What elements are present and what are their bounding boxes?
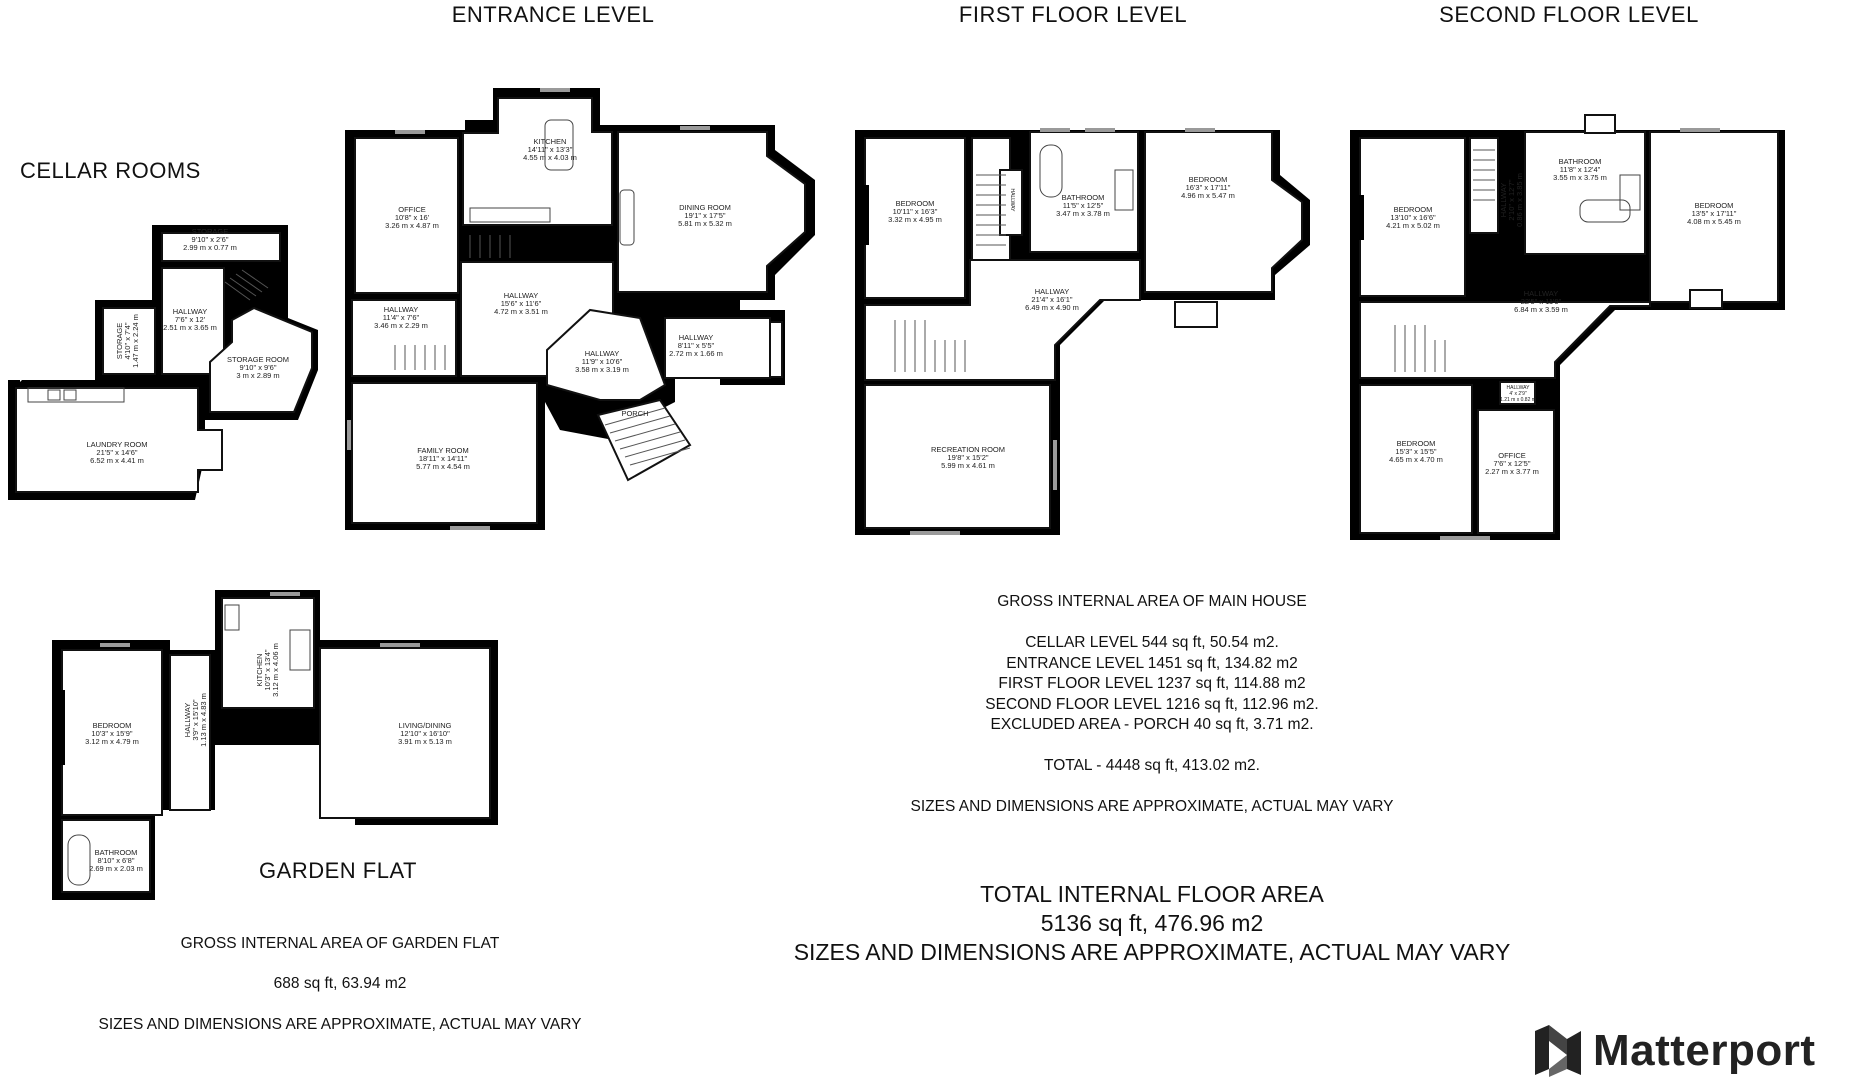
room-label: HALLWAY	[1009, 188, 1015, 212]
main-house-line: FIRST FLOOR LEVEL 1237 sq ft, 114.88 m2	[998, 675, 1306, 692]
room-label: FAMILY ROOM 18'11" x 14'11" 5.77 m x 4.54 m	[416, 446, 470, 471]
garden-flat-area: 688 sq ft, 63.94 m2	[273, 975, 407, 992]
main-house-line: CELLAR LEVEL 544 sq ft, 50.54 m2.	[1025, 634, 1279, 651]
room-label: STORAGE 9'10" x 2'6" 2.99 m x 0.77 m	[183, 227, 237, 252]
garden-flat-heading: GROSS INTERNAL AREA OF GARDEN FLAT	[180, 935, 500, 952]
main-house-line: ENTRANCE LEVEL 1451 sq ft, 134.82 m2	[1006, 655, 1298, 672]
brand-logo	[1533, 1025, 1816, 1077]
matterport-logo-icon	[1533, 1025, 1583, 1077]
room-label: BATHROOM 11'5" x 12'5" 3.47 m x 3.78 m	[1056, 193, 1110, 218]
room-label: HALLWAY 21'4" x 16'1" 6.49 m x 4.90 m	[1025, 287, 1079, 312]
room-label: HALLWAY2'10" x 12'7"0.86 m x 3.85 m	[1499, 173, 1524, 227]
room-label: LAUNDRY ROOM 21'5" x 14'6" 6.52 m x 4.41 m	[86, 440, 148, 465]
room-label: DINING ROOM 19'1" x 17'5" 5.81 m x 5.32 m	[678, 203, 732, 228]
room-label: HALLWAY3'9" x 15'10"1.13 m x 4.83 m	[183, 693, 208, 747]
room-label: HALLWAY 11'9" x 10'6" 3.58 m x 3.19 m	[575, 349, 629, 374]
brand-name: Matterport	[1593, 1026, 1816, 1075]
room-label: HALLWAY 4' x 2'9" 1.21 m x 0.82 m	[1500, 385, 1536, 403]
room-label: RECREATION ROOM 19'8" x 15'2" 5.99 m x 4.61 m	[930, 445, 1006, 470]
main-house-line: SECOND FLOOR LEVEL 1216 sq ft, 112.96 m2.	[985, 696, 1319, 713]
room-label: BEDROOM 13'10" x 16'6" 4.21 m x 5.02 m	[1386, 205, 1440, 230]
main-house-note: SIZES AND DIMENSIONS ARE APPROXIMATE, ACTUAL MAY VARY	[910, 798, 1394, 815]
room-label: OFFICE 10'8" x 16' 3.26 m x 4.87 m	[385, 205, 439, 230]
first-floor-plan	[855, 130, 1310, 535]
room-label: LIVING/DINING 12'10" x 16'10" 3.91 m x 5.13 m	[398, 721, 452, 746]
garden-flat-note: SIZES AND DIMENSIONS ARE APPROXIMATE, ACTUAL MAY VARY	[98, 1016, 582, 1033]
room-label: KITCHEN10'3" x 13'4"3.12 m x 4.06 m	[255, 643, 280, 697]
room-label: STORAGE4'10" x 7'4"1.47 m x 2.24 m	[115, 314, 140, 368]
room-label: BATHROOM 8'10" x 6'8" 2.69 m x 2.03 m	[89, 848, 143, 873]
room-label: BEDROOM 15'3" x 15'5" 4.65 m x 4.70 m	[1389, 439, 1443, 464]
section-title-garden-flat: GARDEN FLAT	[259, 858, 417, 883]
room-label: STORAGE ROOM 9'10" x 9'6" 3 m x 2.89 m	[227, 355, 289, 380]
section-title-entrance: ENTRANCE LEVEL	[451, 2, 655, 27]
room-label: BEDROOM 10'11" x 16'3" 3.32 m x 4.95 m	[888, 199, 942, 224]
room-label: HALLWAY 7'6" x 12' 2.51 m x 3.65 m	[163, 307, 217, 332]
room-label: HALLWAY 15'6" x 11'6" 4.72 m x 3.51 m	[494, 291, 548, 316]
main-house-total: TOTAL - 4448 sq ft, 413.02 m2.	[1044, 757, 1260, 774]
room-label: KITCHEN 14'11" x 13'3" 4.55 m x 4.03 m	[523, 137, 577, 162]
total-floor-area-title: TOTAL INTERNAL FLOOR AREA	[980, 881, 1324, 907]
section-title-cellar: CELLAR ROOMS	[20, 158, 201, 183]
room-label: PORCH	[621, 409, 649, 418]
main-house-line: EXCLUDED AREA - PORCH 40 sq ft, 3.71 m2.	[990, 716, 1314, 733]
room-label: HALLWAY 11'4" x 7'6" 3.46 m x 2.29 m	[374, 305, 428, 330]
section-title-first-floor: FIRST FLOOR LEVEL	[958, 2, 1188, 27]
total-floor-area-note: SIZES AND DIMENSIONS ARE APPROXIMATE, ACTUAL MAY VARY	[793, 939, 1511, 965]
section-title-second-floor: SECOND FLOOR LEVEL	[1439, 2, 1699, 27]
room-label: OFFICE 7'6" x 12'5" 2.27 m x 3.77 m	[1485, 451, 1539, 476]
room-label: BATHROOM 11'8" x 12'4" 3.55 m x 3.75 m	[1553, 157, 1607, 182]
total-floor-area-value: 5136 sq ft, 476.96 m2	[1040, 910, 1264, 936]
room-label: HALLWAY 8'11" x 5'5" 2.72 m x 1.66 m	[669, 333, 723, 358]
room-label: BEDROOM 10'3" x 15'9" 3.12 m x 4.79 m	[85, 721, 139, 746]
room-label: BEDROOM 16'3" x 17'11" 4.96 m x 5.47 m	[1181, 175, 1235, 200]
room-label: HALLWAY 22'5" x 11'9" 6.84 m x 3.59 m	[1514, 289, 1568, 314]
main-house-heading: GROSS INTERNAL AREA OF MAIN HOUSE	[997, 593, 1307, 610]
room-label: BEDROOM 13'5" x 17'11" 4.08 m x 5.45 m	[1687, 201, 1741, 226]
